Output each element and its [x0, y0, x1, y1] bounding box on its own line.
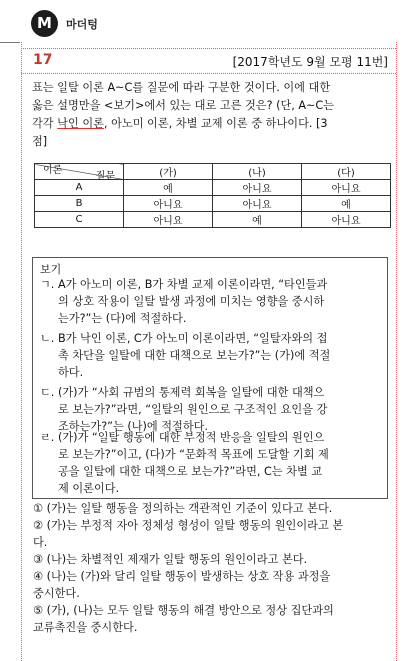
question-source: [2017학년도 9월 모평 11번]	[232, 55, 388, 69]
bogi-line: B가 낙인 이론, C가 아노미 이론이라면, “일탈자와의 접	[58, 332, 328, 345]
column-header: (가)	[124, 164, 213, 180]
bogi-marker: ㄴ.	[40, 332, 55, 345]
bogi-line: (가)가 “사회 규범의 통제력 회복을 일탈에 대한 대책으	[58, 386, 325, 399]
question-number: 17	[33, 52, 53, 68]
table-cell: 아니요	[213, 196, 302, 212]
bogi-line: (가)가 “일탈 행동에 대한 부정적 반응을 일탈의 원인으	[58, 431, 325, 444]
choice-4-cont[interactable]: 중시한다.	[33, 587, 80, 600]
stem-text: 각각	[32, 117, 58, 130]
bogi-item-rieul	[40, 429, 380, 497]
column-header: (다)	[302, 164, 391, 180]
stem-text: , 아노미 이론, 차별 교제 이론 중 하나이다. [3	[103, 117, 328, 130]
table-row	[35, 212, 391, 228]
bogi-line: 로 보는가?”라면, “일탈의 원인으로 구조적인 요인을 강	[58, 403, 328, 416]
table-row	[35, 196, 391, 212]
left-guide-line	[21, 42, 22, 661]
bogi-text	[58, 330, 380, 381]
stem-underlined-term: 낙인 이론	[57, 117, 104, 130]
bogi-box	[32, 257, 388, 499]
corner-label-question: 질문	[95, 171, 115, 182]
stem-line: 표는 일탈 이론 A~C를 질문에 따라 구분한 것이다. 이에 대한	[32, 81, 331, 94]
bogi-line: 는가?”는 (다)에 적절하다.	[58, 312, 187, 325]
bogi-line: A가 아노미 이론, B가 차별 교제 이론이라면, “타인들과	[58, 278, 328, 291]
table-cell: 아니요	[302, 180, 391, 196]
row-label: A	[35, 180, 124, 196]
bogi-line: 의 상호 작용이 일탈 발생 과정에 미치는 영향을 중시하	[58, 295, 325, 308]
choice-4[interactable]: ④ (나)는 (가)와 달리 일탈 행동이 발생하는 상호 작용 과정을	[33, 570, 331, 583]
table-row	[35, 180, 391, 196]
bogi-line: 조하는가?”는 (나)에 적절하다.	[58, 420, 209, 433]
bogi-line: 촉 차단을 일탈에 대한 대책으로 보는가?”는 (가)에 적절	[58, 349, 331, 362]
bogi-line: 로 보는가?”이고, (다)가 “문화적 목표에 도달할 기회 제	[58, 448, 329, 461]
bogi-marker: ㄱ.	[40, 278, 55, 291]
choice-5[interactable]: ⑤ (가), (나)는 모두 일탈 행동의 해결 방안으로 정상 집단과의	[33, 604, 334, 617]
stem-line: 점]	[32, 135, 48, 148]
bogi-marker: ㄹ.	[40, 431, 55, 444]
table-header-row	[35, 164, 391, 180]
bogi-text	[58, 429, 380, 497]
question-header-rule	[21, 73, 396, 74]
bogi-line: 공을 일탈에 대한 대책으로 보는가?”라면, C는 차별 교	[58, 465, 323, 478]
choice-1[interactable]: ① (가)는 일탈 행동을 정의하는 객관적인 기준이 있다고 본다.	[33, 502, 333, 515]
table-cell: 아니요	[124, 212, 213, 228]
table-cell: 예	[213, 212, 302, 228]
brand-name: 마더텅	[66, 18, 98, 31]
table-cell: 예	[124, 180, 213, 196]
column-header: (나)	[213, 164, 302, 180]
choice-2-cont[interactable]: 다.	[33, 536, 48, 549]
bogi-line: 하다.	[58, 366, 84, 379]
answer-choices	[33, 500, 393, 636]
bogi-text	[58, 276, 380, 327]
stem-line	[32, 115, 392, 133]
bogi-item-nieun	[40, 330, 380, 381]
theory-table	[34, 163, 391, 228]
bogi-item-giyeok	[40, 276, 380, 327]
right-guide-line	[396, 42, 397, 661]
table-cell: 예	[302, 196, 391, 212]
choice-3[interactable]: ③ (나)는 차별적인 제재가 일탈 행동의 원인이라고 본다.	[33, 553, 308, 566]
bogi-item-digeut	[40, 384, 380, 435]
question-stem	[32, 79, 392, 151]
table-cell: 아니요	[213, 180, 302, 196]
choice-5-cont[interactable]: 교류촉진을 중시한다.	[33, 621, 138, 634]
stem-line: 옳은 설명만을 <보기>에서 있는 대로 고른 것은? (단, A~C는	[32, 99, 335, 112]
table-cell: 아니요	[302, 212, 391, 228]
choice-2[interactable]: ② (가)는 부정적 자아 정체성 형성이 일탈 행동의 원인이라고 본	[33, 519, 344, 532]
table-cell: 아니요	[124, 196, 213, 212]
bogi-marker: ㄷ.	[40, 386, 55, 399]
question-header	[21, 48, 396, 73]
header	[0, 0, 408, 42]
bogi-title: 보기	[40, 263, 62, 276]
crop-mark	[0, 42, 20, 43]
logo-icon: M	[31, 10, 58, 37]
bogi-line: 제 이론이다.	[58, 482, 120, 495]
bogi-text	[58, 384, 380, 435]
row-label: C	[35, 212, 124, 228]
corner-label-theory: 이론	[43, 165, 63, 176]
row-label: B	[35, 196, 124, 212]
table-corner-cell	[35, 164, 124, 180]
